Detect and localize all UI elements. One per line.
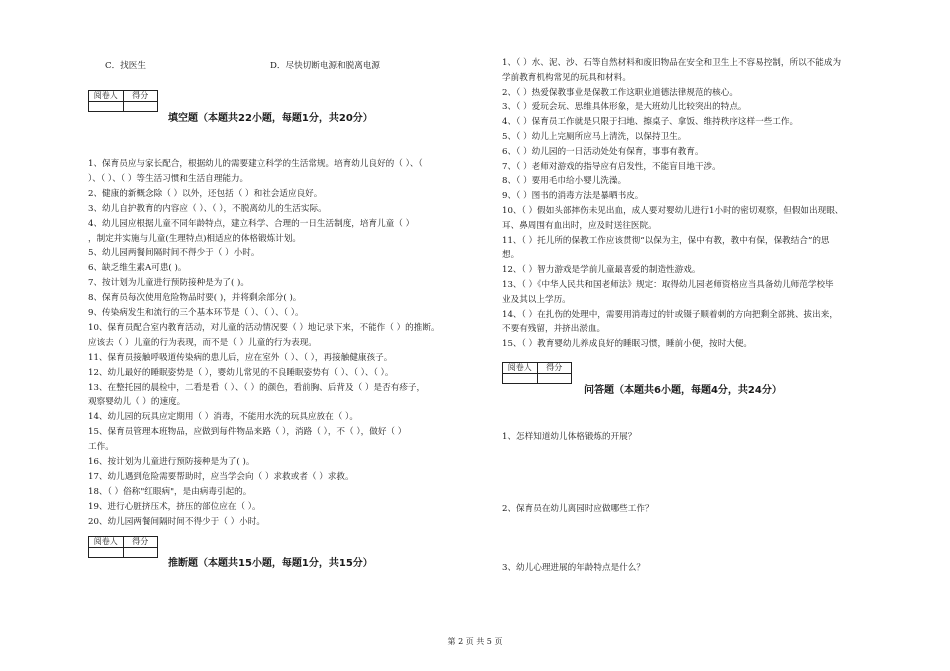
judge-question-line: 3、（ ）爱玩会玩、思维具体形象，是大班幼儿比较突出的特点。 xyxy=(502,102,747,113)
fill-question-line: 3、幼儿自护教育的内容应（ ）、（ ），不脱离幼儿的生活实际。 xyxy=(88,203,327,214)
page-footer: 第 2 页 共 5 页 xyxy=(447,637,503,646)
judge-question-line: 9、（ ）图书的消毒方法是暴晒书皮。 xyxy=(502,191,644,202)
judge-question-line: 11、（ ）托儿所的保教工作应该贯彻“以保为主，保中有教，教中有保，保教结合”的思 xyxy=(502,235,830,246)
score-box-score: 得分 xyxy=(538,363,572,374)
fill-question-line: 15、保育员管理本班物品，应做到每件物品来路（ ），消路（ ），不（ ），做好（ ） xyxy=(88,427,407,438)
fill-question-line: 19、进行心脏挤压术，挤压的部位应在（ ）。 xyxy=(88,501,261,512)
judge-question-line: 12、（ ）智力游戏是学前儿童最喜爱的制造性游戏。 xyxy=(502,265,701,276)
fill-question-line: ）、（ ）、（ ）等生活习惯和生活自理能力。 xyxy=(88,173,249,184)
fill-question-line: 14、幼儿园的玩具应定期用（ ）消毒，不能用水洗的玩具应放在（ ）。 xyxy=(88,412,358,423)
score-box-reviewer: 阅卷人 xyxy=(503,363,538,374)
judge-question-line: 耳、鼻周围有血出时，应及时送往医院。 xyxy=(502,220,657,231)
fill-question-line: 18、（ ）俗称"红眼病"，是由病毒引起的。 xyxy=(88,486,252,497)
fill-question-line: 观察婴幼儿（ ）的速度。 xyxy=(88,397,186,408)
judge-question-line: 业及其以上学历。 xyxy=(502,294,571,305)
fill-question-line: ，制定并实施与儿童(生理特点)相适应的体格锻炼计划。 xyxy=(88,233,301,244)
fill-question-line: 1、保育员应与家长配合，根据幼儿的需要建立科学的生活常规。培育幼儿良好的（ ）、（ xyxy=(88,159,423,169)
judge-question-line: 5、（ ）幼儿上完厕所应马上清洗，以保持卫生。 xyxy=(502,132,687,142)
score-box-fill xyxy=(88,90,158,112)
fill-question-line: 10、保育员配合室内教育活动，对儿童的活动情况要（ ）地记录下来，不能作（ ）的推断。 xyxy=(88,322,440,333)
judge-question-line: 7、（ ）老师对游戏的指导应有启发性，不能盲目地干涉。 xyxy=(502,161,721,172)
fill-question-line: 8、保育员每次使用危险物品时要( )，并将剩余部分( )。 xyxy=(88,293,302,304)
fill-question-line: 17、幼儿遇到危险需要帮助时，应当学会向（ ）求救或者（ ）求救。 xyxy=(88,471,354,482)
fill-question-line: 5、幼儿园两餐间隔时间不得少于（ ）小时。 xyxy=(88,248,260,259)
judge-question-line: 13、（ ）《中华人民共和国老师法》规定：取得幼儿园老师资格应当具备幼儿师范学校毕 xyxy=(502,280,834,290)
fill-question-line: 工作。 xyxy=(88,442,114,453)
judge-question-line: 4、（ ）保育员工作就是只限于扫地、擦桌子、拿饭、维持秩序这样一些工作。 xyxy=(502,117,799,128)
qa-item: 3、幼儿心理进展的年龄特点是什么？ xyxy=(502,563,645,573)
fill-question-line: 应该去（ ）儿童的行为表现，而不是（ ）儿童的行为表现。 xyxy=(88,337,317,348)
judge-question-line: 想。 xyxy=(502,250,520,261)
qa-heading: 问答题（本题共6小题，每题4分，共24分） xyxy=(584,385,782,396)
score-box-reviewer: 阅卷人 xyxy=(89,91,124,102)
fill-question-line: 20、幼儿园两餐间隔时间不得少于（ ）小时。 xyxy=(88,516,265,527)
qa-item: 2、保育员在幼儿离园时应做哪些工作？ xyxy=(502,504,654,514)
fill-question-line: 9、传染病发生和流行的三个基本环节是（ ）、（ ）、（ ）。 xyxy=(88,308,304,318)
option-c: C．找医生 xyxy=(105,61,146,71)
judge-question-line: 10、（ ）假如头部摔伤未见出血，成人要对婴幼儿进行1小时的密切观察，但假如出现眼、 xyxy=(502,206,844,216)
judge-question-line: 不要有残留，并挤出淤血。 xyxy=(502,324,606,335)
fill-question-line: 16、按计划为儿童进行预防接种是为了( )。 xyxy=(88,457,255,467)
score-box-score: 得分 xyxy=(124,537,158,548)
fill-question-line: 7、按计划为儿童进行预防接种是为了( )。 xyxy=(88,278,249,289)
fill-question-line: 2、健康的新概念除（ ）以外，还包括（ ）和社会适应良好。 xyxy=(88,188,323,199)
score-box-qa xyxy=(502,362,572,384)
fill-question-line: 6、缺乏维生素A可患( )。 xyxy=(88,263,187,274)
fill-question-line: 4、幼儿园应根据儿童不同年龄特点，建立科学、合理的一日生活制度，培育儿童（ ） xyxy=(88,218,415,229)
qa-item: 1、怎样知道幼儿体格锻炼的开展？ xyxy=(502,432,637,442)
option-d: D．尽快切断电源和脱离电源 xyxy=(270,61,381,71)
judge-question-line: 学前教育机构常见的玩具和材料。 xyxy=(502,72,631,83)
judge-question-line: 1、（ ）水、泥、沙、石等自然材料和废旧物品在安全和卫生上不容易控制，所以不能成为 xyxy=(502,58,842,68)
judge-question-line: 8、（ ）要用毛巾给小婴儿洗澡。 xyxy=(502,176,627,187)
score-box-judge xyxy=(88,536,158,558)
fill-question-line: 11、保育员接触呼吸道传染病的患儿后，应在室外（ ）、（ ），再接触健康孩子。 xyxy=(88,352,393,363)
judge-question-line: 2、（ ）热爱保教事业是保教工作这职业道德法律规范的核心。 xyxy=(502,87,738,98)
judge-question-line: 14、（ ）在扎伤的处理中，需要用消毒过的针或镊子顺着刺的方向把剩全部挑、拔出来， xyxy=(502,309,838,320)
fill-question-line: 12、幼儿最好的睡眠姿势是（ ），婴幼儿常见的不良睡眠姿势有（ ）、（ ）、（ ）。 xyxy=(88,367,394,378)
score-box-score: 得分 xyxy=(124,91,158,102)
fill-question-line: 13、在整托园的晨检中，二看是看（ ）、（ ）的颜色，看前胸、后背及（ ）是否有疹子， xyxy=(88,382,426,393)
judge-question-line: 15、（ ）教育婴幼儿养成良好的睡眠习惯，睡前小便，按时大便。 xyxy=(502,339,752,350)
score-box-reviewer: 阅卷人 xyxy=(89,537,124,548)
judge-heading: 推断题（本题共15小题，每题1分，共15分） xyxy=(168,558,373,569)
judge-question-line: 6、（ ）幼儿园的一日活动处处有保育，事事有教育。 xyxy=(502,146,704,157)
fill-heading: 填空题（本题共22小题，每题1分，共20分） xyxy=(168,113,373,124)
